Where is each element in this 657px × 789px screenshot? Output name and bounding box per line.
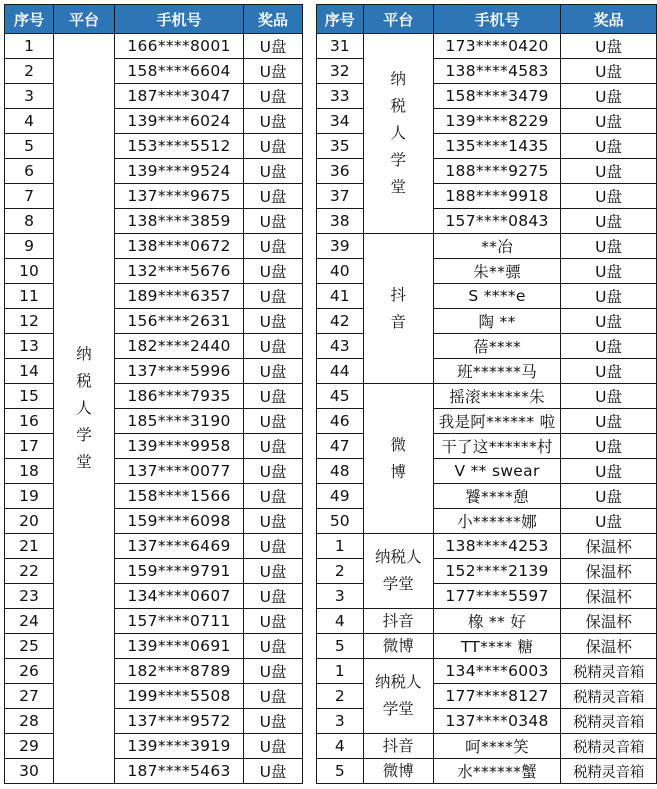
winner-id: 132****5676 [115, 259, 244, 284]
platform-cell: 纳 税 人 学 堂 [363, 34, 433, 234]
prize: U盘 [244, 134, 303, 159]
row-index: 46 [317, 409, 364, 434]
prize: U盘 [244, 409, 303, 434]
header-prize: 奖品 [244, 5, 303, 34]
row-index: 5 [5, 134, 54, 159]
header-platform: 平台 [363, 5, 433, 34]
table-row [317, 384, 657, 409]
winner-id: 158****3479 [434, 84, 561, 109]
table-row [5, 659, 303, 684]
header-prize: 奖品 [561, 5, 657, 34]
winner-id: 137****0077 [115, 459, 244, 484]
table-row [5, 359, 303, 384]
winner-id: 158****1566 [115, 484, 244, 509]
prize: U盘 [244, 334, 303, 359]
winner-id: **冶 [434, 234, 561, 259]
table-row [5, 459, 303, 484]
platform-cell: 抖 音 [363, 234, 433, 384]
prize: U盘 [561, 334, 657, 359]
table-row [317, 534, 657, 559]
prize: U盘 [244, 534, 303, 559]
table-row [5, 284, 303, 309]
table-row [5, 684, 303, 709]
row-index: 1 [317, 534, 364, 559]
winner-id: 呵****笑 [434, 734, 561, 759]
winner-id: 135****1435 [434, 134, 561, 159]
winner-id: 干了这******村 [434, 434, 561, 459]
prize: 税精灵音箱 [561, 659, 657, 684]
table-row [5, 209, 303, 234]
table-row [5, 534, 303, 559]
table-row [317, 759, 657, 784]
prize: U盘 [244, 659, 303, 684]
prize: U盘 [561, 434, 657, 459]
prize: U盘 [244, 509, 303, 534]
row-index: 8 [5, 209, 54, 234]
table-row [5, 759, 303, 784]
table-row [5, 709, 303, 734]
winner-id: 134****6003 [434, 659, 561, 684]
table-row [5, 309, 303, 334]
winner-id: 156****2631 [115, 309, 244, 334]
row-index: 41 [317, 284, 364, 309]
prize: 保温杯 [561, 584, 657, 609]
winner-id: 139****8229 [434, 109, 561, 134]
winner-id: 177****5597 [434, 584, 561, 609]
row-index: 2 [5, 59, 54, 84]
row-index: 37 [317, 184, 364, 209]
row-index: 4 [317, 609, 364, 634]
winner-id: 152****2139 [434, 559, 561, 584]
row-index: 48 [317, 459, 364, 484]
prize: U盘 [561, 34, 657, 59]
winner-id: 188****9275 [434, 159, 561, 184]
table-row [5, 109, 303, 134]
prize: U盘 [561, 234, 657, 259]
row-index: 3 [317, 584, 364, 609]
header-index: 序号 [5, 5, 54, 34]
prize: U盘 [244, 459, 303, 484]
table-row [5, 509, 303, 534]
platform-cell: 纳 税 人 学 堂 [54, 34, 115, 784]
row-index: 2 [317, 684, 364, 709]
table-row [5, 134, 303, 159]
platform-cell: 纳税人 学堂 [363, 534, 433, 609]
prize: U盘 [244, 584, 303, 609]
prize: 税精灵音箱 [561, 759, 657, 784]
winner-id: 139****9524 [115, 159, 244, 184]
table-row [317, 234, 657, 259]
table-row [317, 34, 657, 59]
prize: U盘 [561, 509, 657, 534]
winner-id: 138****4253 [434, 534, 561, 559]
table-row [5, 609, 303, 634]
row-index: 10 [5, 259, 54, 284]
table-row [317, 734, 657, 759]
table-row [5, 384, 303, 409]
row-index: 6 [5, 159, 54, 184]
row-index: 11 [5, 284, 54, 309]
winners-table-left [4, 4, 303, 784]
winner-id: 199****5508 [115, 684, 244, 709]
prize: U盘 [561, 284, 657, 309]
table-row [5, 159, 303, 184]
winner-id: 188****9918 [434, 184, 561, 209]
winner-id: 朱**骠 [434, 259, 561, 284]
winner-id: 138****0672 [115, 234, 244, 259]
row-index: 1 [317, 659, 364, 684]
row-index: 50 [317, 509, 364, 534]
row-index: 4 [5, 109, 54, 134]
prize: U盘 [244, 234, 303, 259]
row-index: 17 [5, 434, 54, 459]
header-platform: 平台 [54, 5, 115, 34]
winner-id: S ****e [434, 284, 561, 309]
winner-id: 小******娜 [434, 509, 561, 534]
prize: U盘 [244, 209, 303, 234]
winners-table-right [316, 4, 657, 784]
table-row [5, 234, 303, 259]
header-index: 序号 [317, 5, 364, 34]
row-index: 28 [5, 709, 54, 734]
row-index: 4 [317, 734, 364, 759]
row-index: 21 [5, 534, 54, 559]
table-row [5, 259, 303, 284]
row-index: 7 [5, 184, 54, 209]
prize: U盘 [244, 559, 303, 584]
row-index: 25 [5, 634, 54, 659]
row-index: 27 [5, 684, 54, 709]
row-index: 12 [5, 309, 54, 334]
row-index: 2 [317, 559, 364, 584]
header-row [317, 5, 657, 34]
table-row [317, 634, 657, 659]
winner-id: 橡 ** 好 [434, 609, 561, 634]
winner-id: 153****5512 [115, 134, 244, 159]
row-index: 3 [5, 84, 54, 109]
row-index: 33 [317, 84, 364, 109]
winner-id: 我是阿****** 啦 [434, 409, 561, 434]
winner-id: 134****0607 [115, 584, 244, 609]
row-index: 5 [317, 634, 364, 659]
winner-id: 186****7935 [115, 384, 244, 409]
prize: U盘 [561, 384, 657, 409]
prize: U盘 [244, 709, 303, 734]
winner-id: 饕****憩 [434, 484, 561, 509]
prize: U盘 [244, 359, 303, 384]
prize: U盘 [244, 159, 303, 184]
prize: U盘 [244, 184, 303, 209]
winner-id: 189****6357 [115, 284, 244, 309]
table-row [5, 734, 303, 759]
winner-id: 蓓**** [434, 334, 561, 359]
table-row [5, 409, 303, 434]
prize: 税精灵音箱 [561, 734, 657, 759]
platform-cell: 微博 [363, 634, 433, 659]
prize: U盘 [244, 34, 303, 59]
prize: U盘 [561, 309, 657, 334]
winner-id: 139****6024 [115, 109, 244, 134]
winner-id: 班******马 [434, 359, 561, 384]
winner-id: 158****6604 [115, 59, 244, 84]
row-index: 38 [317, 209, 364, 234]
prize: U盘 [244, 84, 303, 109]
prize: U盘 [561, 184, 657, 209]
header-phone: 手机号 [434, 5, 561, 34]
table-row [5, 434, 303, 459]
winner-id: TT**** 糖 [434, 634, 561, 659]
prize: U盘 [561, 134, 657, 159]
row-index: 15 [5, 384, 54, 409]
winner-id: 173****0420 [434, 34, 561, 59]
winner-id: 139****9958 [115, 434, 244, 459]
prize: U盘 [561, 109, 657, 134]
prize: 税精灵音箱 [561, 684, 657, 709]
winner-id: 139****0691 [115, 634, 244, 659]
row-index: 13 [5, 334, 54, 359]
winner-id: 水******蟹 [434, 759, 561, 784]
winner-id: V ** swear [434, 459, 561, 484]
winner-id: 182****8789 [115, 659, 244, 684]
prize: U盘 [561, 159, 657, 184]
table-row [5, 559, 303, 584]
winner-id: 182****2440 [115, 334, 244, 359]
row-index: 3 [317, 709, 364, 734]
prize: 税精灵音箱 [561, 709, 657, 734]
prize: U盘 [244, 284, 303, 309]
row-index: 47 [317, 434, 364, 459]
header-phone: 手机号 [115, 5, 244, 34]
prize: 保温杯 [561, 534, 657, 559]
row-index: 16 [5, 409, 54, 434]
prize: U盘 [561, 59, 657, 84]
prize: U盘 [244, 734, 303, 759]
row-index: 22 [5, 559, 54, 584]
row-index: 14 [5, 359, 54, 384]
prize: U盘 [244, 434, 303, 459]
table-row [5, 584, 303, 609]
row-index: 40 [317, 259, 364, 284]
winner-id: 137****0348 [434, 709, 561, 734]
row-index: 43 [317, 334, 364, 359]
row-index: 34 [317, 109, 364, 134]
prize: U盘 [244, 609, 303, 634]
prize: U盘 [244, 684, 303, 709]
table-row [5, 59, 303, 84]
table-row [5, 484, 303, 509]
table-row [5, 34, 303, 59]
winner-id: 摇滚******朱 [434, 384, 561, 409]
prize: U盘 [244, 109, 303, 134]
prize: U盘 [561, 484, 657, 509]
winner-id: 139****3919 [115, 734, 244, 759]
prize: U盘 [561, 259, 657, 284]
table-row [5, 634, 303, 659]
winner-id: 137****5996 [115, 359, 244, 384]
winner-id: 137****6469 [115, 534, 244, 559]
table-row [317, 659, 657, 684]
winner-id: 159****6098 [115, 509, 244, 534]
prize: U盘 [244, 259, 303, 284]
winner-id: 159****9791 [115, 559, 244, 584]
platform-cell: 微 博 [363, 384, 433, 534]
row-index: 9 [5, 234, 54, 259]
row-index: 49 [317, 484, 364, 509]
table-row [5, 84, 303, 109]
row-index: 18 [5, 459, 54, 484]
prize: U盘 [244, 384, 303, 409]
winner-id: 187****3047 [115, 84, 244, 109]
row-index: 31 [317, 34, 364, 59]
winner-id: 157****0843 [434, 209, 561, 234]
prize: U盘 [561, 209, 657, 234]
winner-id: 157****0711 [115, 609, 244, 634]
header-row [5, 5, 303, 34]
table-row [5, 334, 303, 359]
row-index: 26 [5, 659, 54, 684]
prize: 保温杯 [561, 609, 657, 634]
row-index: 35 [317, 134, 364, 159]
prize: U盘 [561, 409, 657, 434]
prize: U盘 [561, 359, 657, 384]
row-index: 36 [317, 159, 364, 184]
row-index: 1 [5, 34, 54, 59]
prize: U盘 [244, 484, 303, 509]
platform-cell: 纳税人 学堂 [363, 659, 433, 734]
row-index: 20 [5, 509, 54, 534]
winner-id: 137****9675 [115, 184, 244, 209]
row-index: 44 [317, 359, 364, 384]
prize: U盘 [244, 759, 303, 784]
platform-cell: 抖音 [363, 609, 433, 634]
row-index: 30 [5, 759, 54, 784]
row-index: 42 [317, 309, 364, 334]
winner-id: 138****4583 [434, 59, 561, 84]
prize: U盘 [561, 459, 657, 484]
prize: 保温杯 [561, 559, 657, 584]
row-index: 5 [317, 759, 364, 784]
table-row [5, 184, 303, 209]
row-index: 24 [5, 609, 54, 634]
row-index: 32 [317, 59, 364, 84]
row-index: 45 [317, 384, 364, 409]
row-index: 39 [317, 234, 364, 259]
prize: U盘 [561, 84, 657, 109]
winner-id: 185****3190 [115, 409, 244, 434]
prize: U盘 [244, 309, 303, 334]
row-index: 19 [5, 484, 54, 509]
winner-id: 177****8127 [434, 684, 561, 709]
table-row [317, 609, 657, 634]
prize: 保温杯 [561, 634, 657, 659]
platform-cell: 抖音 [363, 734, 433, 759]
winner-id: 166****8001 [115, 34, 244, 59]
winner-id: 187****5463 [115, 759, 244, 784]
prize: U盘 [244, 59, 303, 84]
row-index: 23 [5, 584, 54, 609]
winner-id: 陶 ** [434, 309, 561, 334]
row-index: 29 [5, 734, 54, 759]
platform-cell: 微博 [363, 759, 433, 784]
winner-id: 137****9572 [115, 709, 244, 734]
winner-id: 138****3859 [115, 209, 244, 234]
prize: U盘 [244, 634, 303, 659]
